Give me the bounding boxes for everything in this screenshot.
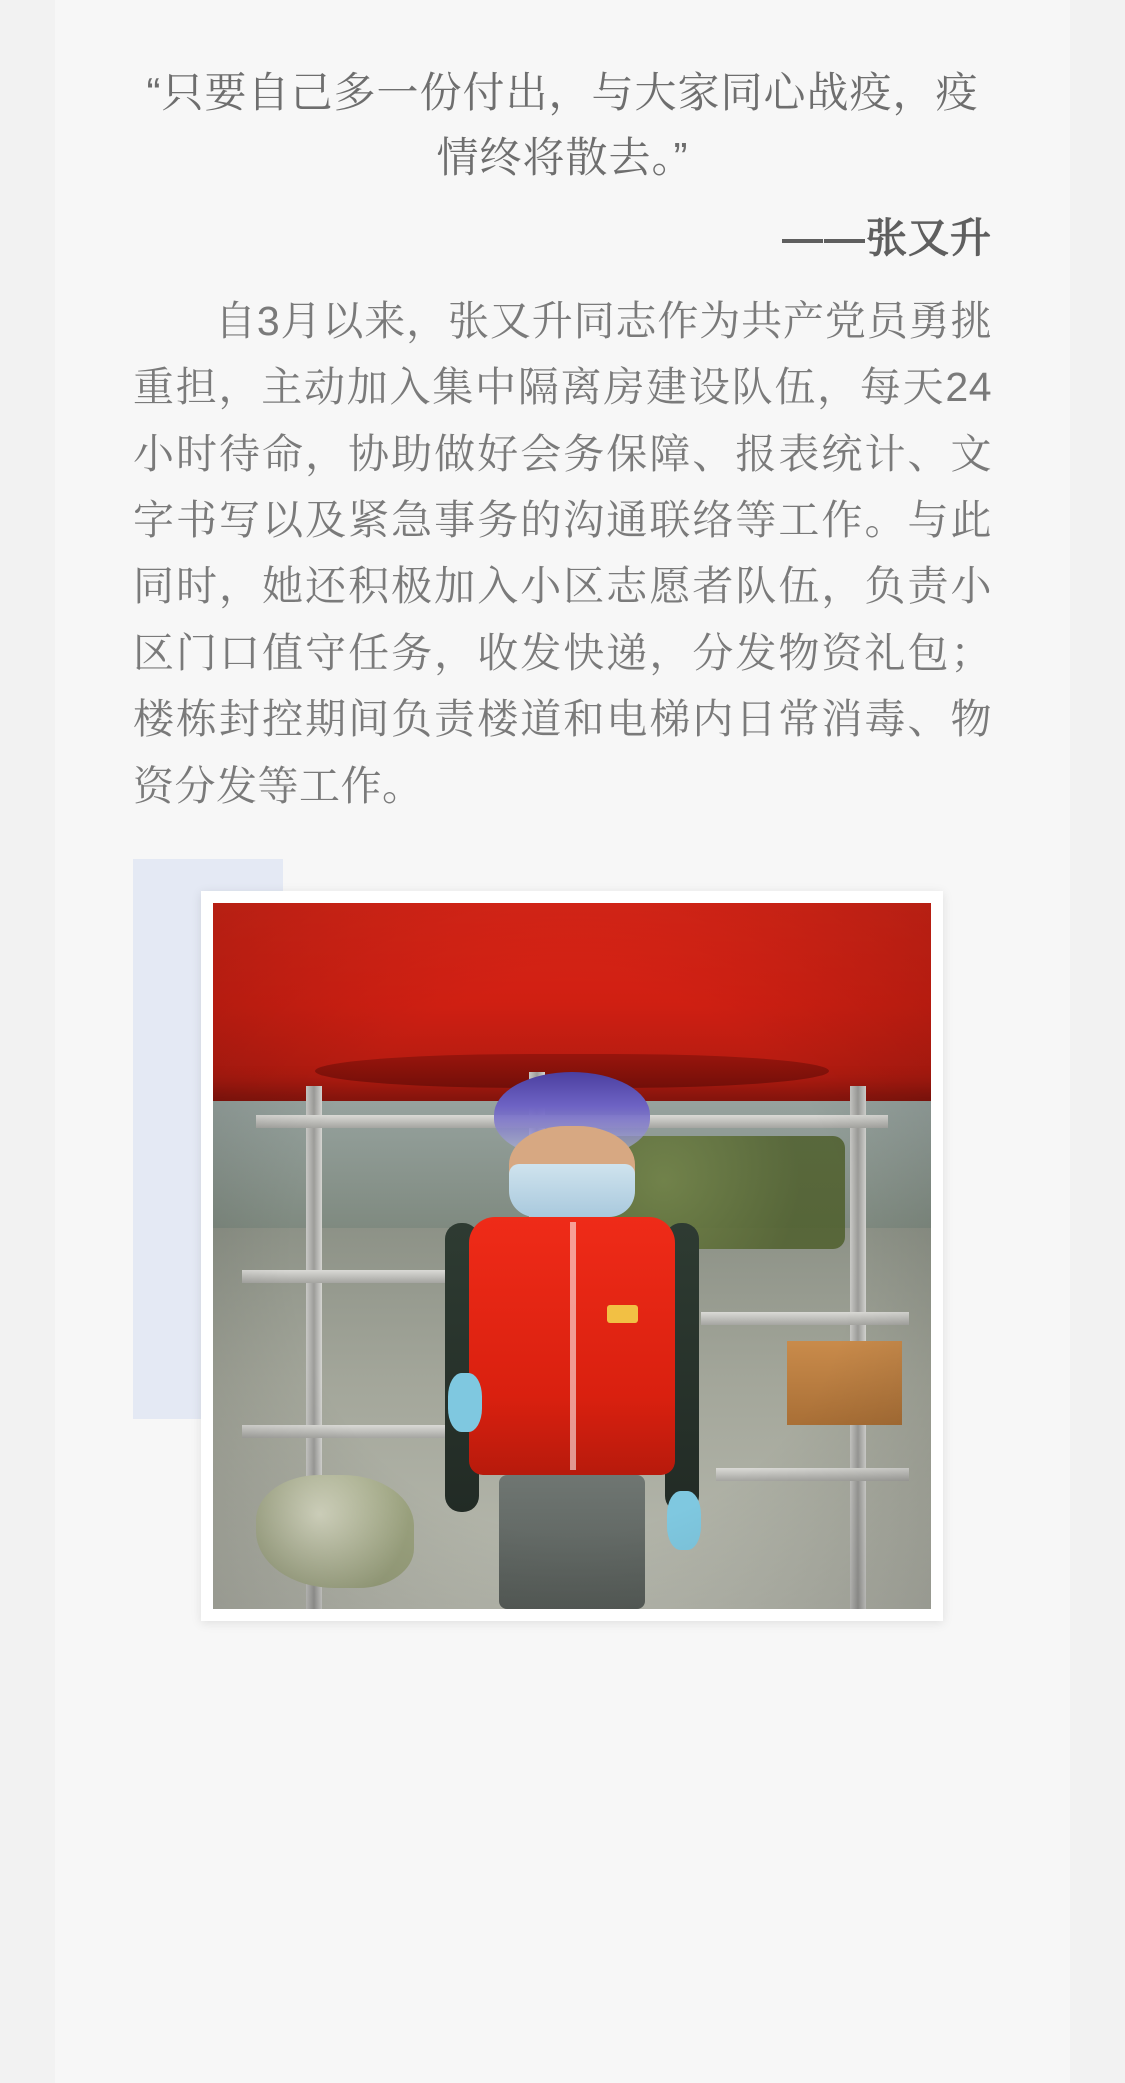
article-paragraph: 自3月以来，张又升同志作为共产党员勇挑重担，主动加入集中隔离房建设队伍，每天24小时待命，协助做好会务保障、报表统计、文字书写以及紧急事务的沟通联络等工作。与此同时，她还积极加入小区志愿者队伍，负责小区门口值守任务，收发快递，分发物资礼包；楼栋封控期间负责楼道和电梯内日常消毒、物资分发等工作。 [133,297,992,809]
photo-frame [201,891,943,1621]
pull-quote: “只要自己多一份付出，与大家同心战疫，疫情终将散去。” [146,69,979,182]
volunteer-photo [213,903,931,1609]
article-figure [133,859,992,1639]
article-sheet [55,0,1070,2083]
article-content [55,0,1070,1639]
quote-attribution: ——张又升 [782,215,992,262]
photo-vignette [213,903,931,1609]
